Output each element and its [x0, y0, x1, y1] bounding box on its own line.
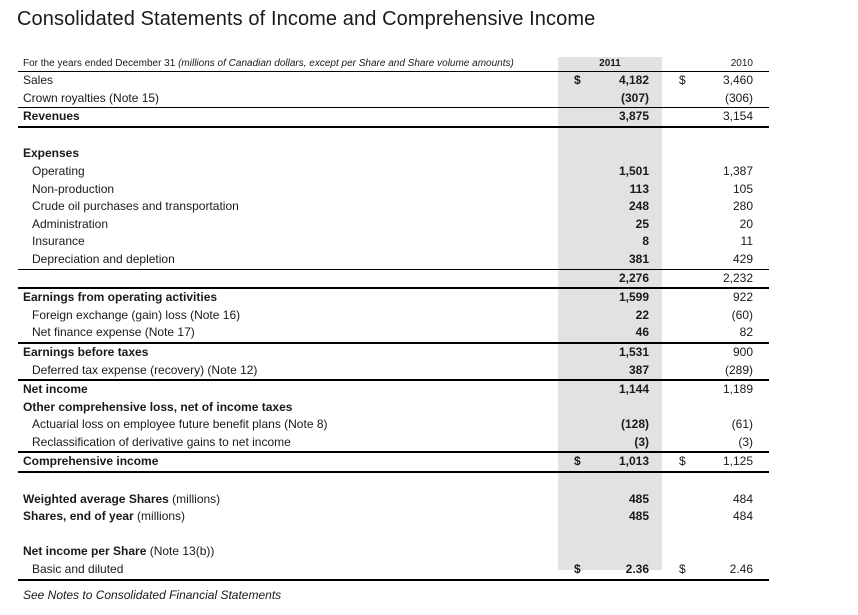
spacer-row: [18, 473, 769, 491]
row-oci-heading: [18, 399, 769, 417]
row-non-production: [18, 181, 769, 199]
row-label: Earnings before taxes: [23, 344, 149, 359]
row-label: Shares, end of year (millions): [23, 509, 186, 524]
value-2010: 20: [739, 216, 753, 231]
row-administration: [18, 216, 769, 234]
value-2011: 113: [629, 181, 649, 196]
value-2010: 2,232: [722, 270, 753, 285]
row-label: Sales: [23, 73, 54, 87]
value-2011: 2,276: [618, 270, 649, 285]
currency-2011: $: [574, 454, 581, 469]
row-label: Weighted average Shares (millions): [23, 491, 221, 506]
value-2010: 1,125: [722, 454, 753, 469]
value-2010: 105: [732, 181, 753, 196]
currency-2010: $: [679, 562, 686, 577]
value-2010: 1,189: [722, 382, 753, 397]
value-2011: (128): [620, 417, 649, 432]
value-2010: 484: [732, 509, 753, 524]
value-2010: 1,387: [722, 163, 753, 178]
value-2010: 900: [732, 344, 753, 359]
row-label: Deferred tax expense (recovery) (Note 12): [32, 362, 258, 377]
spacer-row: [18, 526, 769, 544]
currency-2010: $: [679, 73, 686, 87]
value-2010: (306): [724, 90, 753, 105]
value-2011: 25: [635, 216, 649, 231]
row-label: Net income per Share (Note 13(b)): [23, 544, 215, 559]
value-2011: 485: [628, 491, 649, 506]
value-2011: 4,182: [618, 73, 649, 87]
row-label: Actuarial loss on employee future benefit plans (Note 8): [32, 417, 328, 432]
value-2011: 1,599: [618, 290, 649, 305]
row-foreign-exchange: [18, 307, 769, 325]
row-revenues: [18, 107, 769, 128]
row-crude-oil: [18, 198, 769, 216]
currency-2011: $: [574, 73, 581, 87]
row-comprehensive-income: [18, 451, 769, 473]
row-label: Earnings from operating activities: [23, 290, 218, 305]
row-label: Expenses: [23, 146, 80, 161]
spacer-row: [18, 128, 769, 146]
row-deferred-tax: [18, 362, 769, 380]
row-label: Basic and diluted: [32, 562, 124, 577]
value-2011: 485: [628, 509, 649, 524]
row-label: Operating: [32, 163, 85, 178]
row-actuarial-loss: [18, 416, 769, 434]
income-statement-table: [18, 57, 769, 581]
value-2011: 1,013: [618, 454, 649, 469]
value-2010: 280: [732, 199, 753, 214]
row-label: Crown royalties (Note 15): [23, 90, 160, 105]
row-label: Crude oil purchases and transportation: [32, 199, 239, 214]
row-weighted-average-shares: [18, 491, 769, 509]
row-label: Insurance: [32, 234, 85, 249]
value-2011: (307): [620, 90, 649, 105]
value-2010: 484: [732, 491, 753, 506]
value-2011: 22: [635, 307, 649, 322]
value-2011: 1,501: [618, 163, 649, 178]
value-2010: (61): [731, 417, 753, 432]
value-2010: (60): [731, 307, 753, 322]
row-label: Reclassification of derivative gains to net income: [32, 434, 291, 449]
value-2011: 8: [642, 234, 649, 249]
row-reclassification: [18, 434, 769, 452]
value-2011: 381: [628, 251, 649, 266]
value-2010: 82: [739, 325, 753, 340]
header-label: For the years ended December 31 (millions of Canadian dollars, except per Share and Share volume amounts): [23, 58, 514, 69]
row-label: Other comprehensive loss, net of income taxes: [23, 399, 293, 414]
value-2010: 2.46: [729, 562, 753, 577]
row-expenses-heading: [18, 145, 769, 163]
row-label: Administration: [32, 216, 109, 231]
row-label: Net finance expense (Note 17): [32, 325, 195, 340]
table-header-row: [18, 57, 769, 72]
page-title: Consolidated Statements of Income and Comprehensive Income: [17, 8, 596, 30]
currency-2010: $: [679, 454, 686, 469]
value-2010: (3): [738, 434, 753, 449]
row-operating: [18, 163, 769, 181]
value-2011: 1,531: [618, 344, 649, 359]
value-2011: 46: [635, 325, 649, 340]
row-label: Revenues: [23, 109, 80, 124]
value-2011: 2.36: [625, 562, 649, 577]
value-2010: 429: [732, 251, 753, 266]
row-depreciation: [18, 251, 769, 270]
row-label: Foreign exchange (gain) loss (Note 16): [32, 307, 241, 322]
value-2011: 387: [628, 362, 649, 377]
footnote: See Notes to Consolidated Financial Statements: [23, 588, 282, 602]
row-label: Non-production: [32, 181, 115, 196]
row-crown-royalties: [18, 90, 769, 108]
row-earnings-operating: [18, 287, 769, 307]
value-2010: 3,460: [722, 73, 753, 87]
header-2010: 2010: [730, 58, 753, 69]
row-sales: [18, 72, 769, 90]
header-2011: 2011: [599, 58, 621, 69]
row-basic-diluted: [18, 561, 769, 581]
row-net-income-per-share-heading: [18, 543, 769, 561]
row-label: Net income: [23, 382, 88, 397]
row-label: Depreciation and depletion: [32, 251, 175, 266]
row-expenses-total: [18, 270, 769, 288]
value-2011: (3): [634, 434, 649, 449]
row-shares-end-of-year: [18, 508, 769, 526]
value-2010: 3,154: [722, 109, 753, 124]
row-earnings-before-taxes: [18, 342, 769, 362]
row-insurance: [18, 233, 769, 251]
row-label: Comprehensive income: [23, 454, 159, 469]
value-2010: (289): [724, 362, 753, 377]
row-net-income: [18, 379, 769, 399]
value-2010: 922: [732, 290, 753, 305]
value-2011: 3,875: [618, 109, 649, 124]
currency-2011: $: [574, 562, 581, 577]
value-2011: 1,144: [618, 382, 649, 397]
value-2011: 248: [628, 199, 649, 214]
row-net-finance: [18, 324, 769, 342]
value-2010: 11: [740, 234, 753, 249]
